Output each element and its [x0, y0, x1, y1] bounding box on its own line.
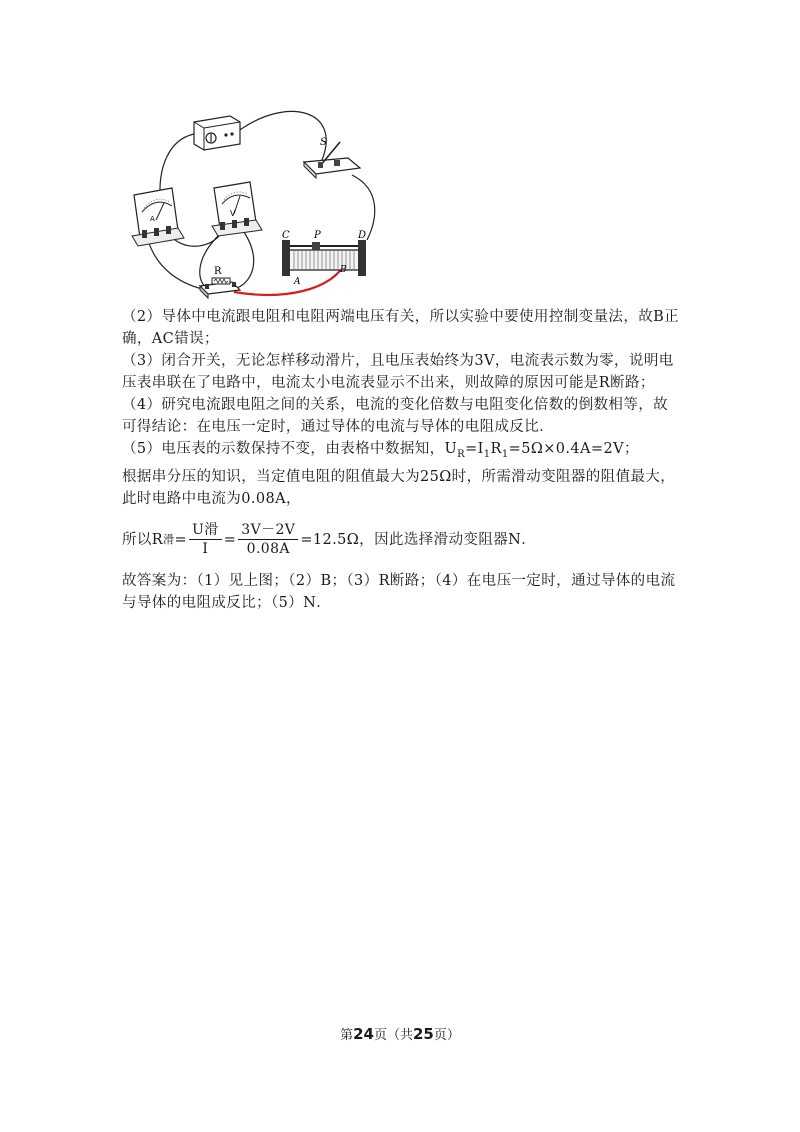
subscript-r: R — [457, 448, 466, 460]
battery-box — [194, 116, 240, 150]
subscript-1b: 1 — [501, 448, 509, 460]
resistor — [200, 266, 240, 298]
answer-part-5-mid2: R — [490, 441, 502, 457]
fraction-1-numerator: U滑 — [189, 521, 222, 540]
final-answer: 故答案为：（1）见上图；（2）B；（3）R断路；（4）在电压一定时，通过导体的电流与导体的电阻成反比；（5）N． — [122, 572, 676, 611]
ammeter-label: A — [150, 215, 155, 223]
page-number: 24 — [353, 1025, 374, 1043]
page-footer — [0, 1024, 800, 1043]
answer-part-6: 根据串分压的知识，当定值电阻的阻值最大为25Ω时，所需滑动变阻器的阻值最大，此时电路中电流为0.08A， — [122, 468, 676, 507]
fraction-2-numerator: 3V－2V — [238, 521, 298, 540]
answer-part-5 — [122, 438, 682, 466]
wire-voltmeter-right — [237, 232, 254, 288]
fraction-u-over-i — [189, 521, 222, 558]
footer-pre: 第 — [340, 1028, 354, 1043]
rheostat-formula — [122, 516, 682, 564]
switch — [304, 137, 360, 178]
circuit-diagram — [112, 100, 392, 305]
wire-battery-switch — [237, 111, 326, 160]
rheostat — [282, 230, 366, 287]
formula-eq1: = — [174, 531, 188, 548]
answer-part-4: （4）研究电流跟电阻之间的关系，电流的变化倍数与电阻变化倍数的倒数相等，故可得结论：在电压一定时，通过导体的电流与导体的电阻成反比． — [122, 397, 669, 435]
rheostat-label-p: P — [314, 230, 321, 241]
wire-ammeter-resistor — [148, 240, 207, 290]
answer-part-5-pre: （5）电压表的示数保持不变，由表格中数据知，U — [122, 441, 458, 457]
formula-eq2: = — [223, 531, 237, 548]
voltmeter-label: V — [230, 209, 236, 218]
formula-subscript: 滑 — [163, 532, 175, 546]
rheostat-label-d: D — [358, 230, 367, 241]
voltmeter — [212, 182, 262, 236]
fraction-values — [238, 521, 298, 558]
page-total: 25 — [413, 1025, 434, 1043]
rheostat-label-a: A — [294, 277, 301, 287]
answer-part-5-post: =5Ω×0.4A=2V； — [508, 441, 639, 457]
rheostat-label-b: B — [340, 265, 347, 275]
ammeter — [132, 188, 184, 246]
answer-part-2: （2）导体中电流跟电阻和电阻两端电压有关，所以实验中要使用控制变量法，故B正确，AC错误； — [122, 309, 680, 347]
switch-label: S — [320, 137, 327, 148]
answer-part-5-mid1: =I — [465, 441, 484, 457]
resistor-label: R — [214, 266, 222, 277]
footer-mid: 页（共 — [373, 1028, 413, 1043]
formula-result: =12.5Ω，因此选择滑动变阻器N． — [300, 531, 537, 548]
fraction-2-denominator: 0.08A — [246, 541, 290, 558]
footer-post: 页） — [433, 1028, 460, 1043]
formula-prefix: 所以R — [122, 531, 164, 548]
rheostat-label-c: C — [282, 230, 290, 241]
wire-battery-ammeter — [160, 134, 194, 190]
answer-part-3: （3）闭合开关，无论怎样移动滑片，且电压表始终为3V，电流表示数为零，说明电压表串联在了电路中，电流太小电流表显示不出来，则故障的原因可能是R断路； — [122, 353, 674, 391]
solution-text — [122, 306, 682, 614]
subscript-1a: 1 — [483, 448, 491, 460]
fraction-1-denominator: I — [202, 541, 209, 558]
